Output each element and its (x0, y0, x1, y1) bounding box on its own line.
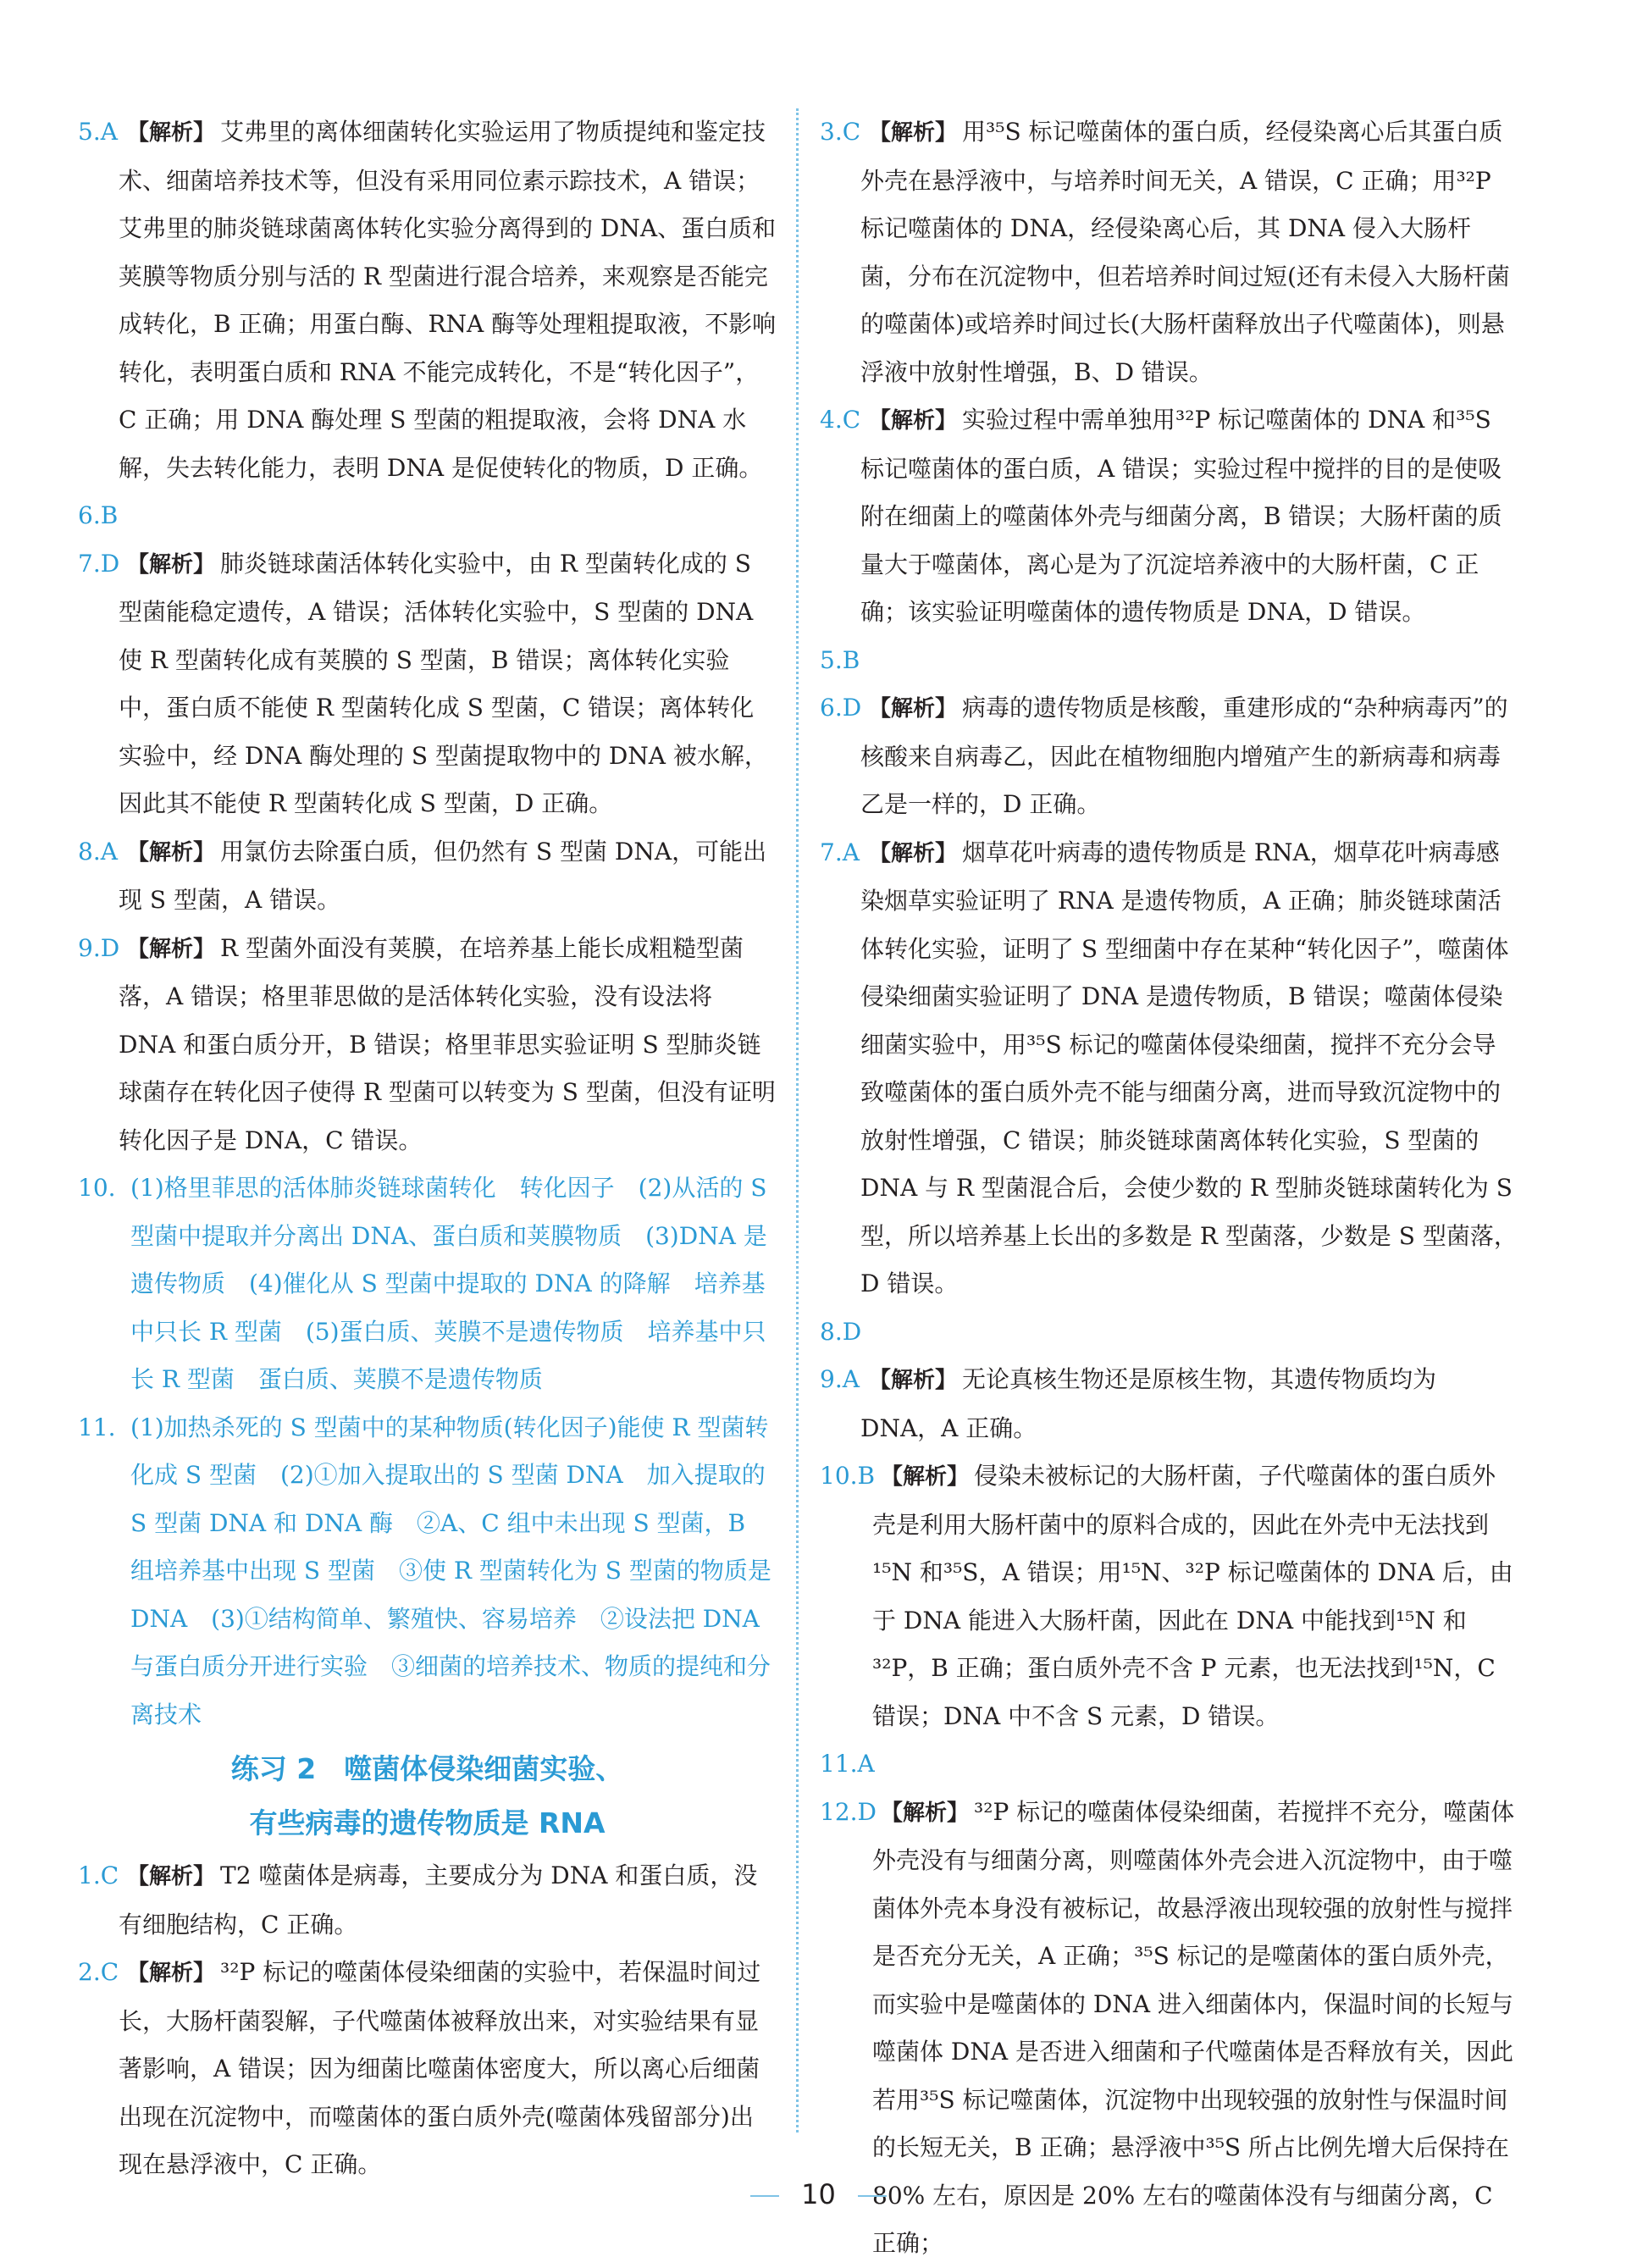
item-number: 5.A (78, 118, 118, 146)
answer-item (78, 492, 777, 540)
item-number: 7.D (78, 549, 120, 578)
item-text: 侵染未被标记的大肠杆菌，子代噬菌体的蛋白质外壳是利用大肠杆菌中的原料合成的，因此在外壳中无法找到¹⁵N 和³⁵S，A 错误；用¹⁵N、³²P 标记噬菌体的 DNA 后，由于 DNA 能进入大肠杆菌，因此在 DNA 中能找到¹⁵N 和³²P，B 正确；蛋白质外壳不含 P 元素，也无法找到¹⁵N，C 错误；DNA 中不含 S 元素，D 错误。 (872, 1462, 1513, 1730)
analysis-tag: 【解析】 (127, 551, 216, 578)
item-text: 病毒的遗传物质是核酸，重建形成的“杂种病毒丙”的核酸来自病毒乙，因此在植物细胞内增殖产生的新病毒和病毒乙是一样的，D 正确。 (860, 694, 1508, 818)
analysis-tag: 【解析】 (869, 840, 958, 866)
item-number: 2.C (78, 1958, 119, 1986)
answer-item (78, 108, 777, 492)
answer-item (820, 1308, 1518, 1357)
item-number: 1.C (78, 1861, 119, 1889)
answer-item (820, 684, 1518, 829)
item-number: 10. (78, 1174, 116, 1202)
item-text: 用³⁵S 标记噬菌体的蛋白质，经侵染离心后其蛋白质外壳在悬浮液中，与培养时间无关，A 错误，C 正确；用³²P 标记噬菌体的 DNA，经侵染离心后，其 DNA 侵入大肠杆菌，分布在沉淀物中，但若培养时间过短(还有未侵入大肠杆菌的噬菌体)或培养时间过长(大肠杆菌释放出子代噬菌体)，则悬浮液中放射性增强，B、D 错误。 (860, 118, 1510, 386)
item-text: 无论真核生物还是原核生物，其遗传物质均为 DNA，A 正确。 (860, 1365, 1437, 1442)
item-text: R 型菌外面没有荚膜，在培养基上能长成粗糙型菌落，A 错误；格里菲思做的是活体转化实验，没有设法将 DNA 和蛋白质分开，B 错误；格里菲思实验证明 S 型肺炎链球菌存在转化因子使得 R 型菌可以转变为 S 型菌，但没有证明转化因子是 DNA，C 错误。 (119, 933, 776, 1154)
item-number: 11. (78, 1413, 116, 1441)
item-text: ³²P 标记的噬菌体侵染细菌的实验中，若保温时间过长，大肠杆菌裂解，子代噬菌体被释放出来，对实验结果有显著影响，A 错误；因为细菌比噬菌体密度大，所以离心后细菌出现在沉淀物中，而噬菌体的蛋白质外壳(噬菌体残留部分)出现在悬浮液中，C 正确。 (119, 1958, 761, 2178)
page-number: 10 (0, 2178, 1637, 2210)
answer-item (78, 925, 777, 1165)
analysis-tag: 【解析】 (869, 696, 958, 722)
analysis-tag: 【解析】 (127, 1864, 216, 1889)
item-number: 10.B (820, 1462, 876, 1490)
item-number: 11.A (820, 1750, 875, 1778)
item-text: 实验过程中需单独用³²P 标记噬菌体的 DNA 和³⁵S 标记噬菌体的蛋白质，A 错误；实验过程中搅拌的目的是使吸附在细菌上的噬菌体外壳与细菌分离，B 错误；大肠杆菌的质量大于噬菌体，离心是为了沉淀培养液中的大肠杆菌，C 正确；该实验证明噬菌体的遗传物质是 DNA，D 错误。 (860, 406, 1502, 626)
answer-item (820, 396, 1518, 637)
analysis-tag: 【解析】 (127, 936, 216, 962)
item-text: 艾弗里的离体细菌转化实验运用了物质提纯和鉴定技术、细菌培养技术等，但没有采用同位素示踪技术，A 错误；艾弗里的肺炎链球菌离体转化实验分离得到的 DNA、蛋白质和荚膜等物质分别与活的 R 型菌进行混合培养，来观察是否能完成转化，B 正确；用蛋白酶、RNA 酶等处理粗提取液，不影响转化，表明蛋白质和 RNA 不能完成转化，不是“转化因子”，C 正确；用 DNA 酶处理 S 型菌的粗提取液，会将 DNA 水解，失去转化能力，表明 DNA 是促使转化的物质，D 正确。 (119, 118, 777, 482)
item-number: 9.A (820, 1365, 860, 1393)
item-number: 8.D (820, 1317, 862, 1346)
item-number: 8.A (78, 837, 118, 866)
analysis-tag: 【解析】 (127, 120, 216, 146)
answer-item (78, 828, 777, 925)
page-number-dash (750, 2195, 779, 2197)
item-text: (1)加热杀死的 S 型菌中的某种物质(转化因子)能使 R 型菌转化成 S 型菌 (2)①加入提取出的 S 型菌 DNA 加入提取的 S 型菌 DNA 和 DNA 酶 ②A、C 组中未出现 S 型菌，B 组培养基中出现 S 型菌 ③使 R 型菌转化为 S 型菌的物质是 DNA (3)①结构简单、繁殖快、容易培养 ②设法把 DNA 与蛋白质分开进行实验 ③细菌的培养技术、物质的提纯和分离技术 (130, 1413, 771, 1729)
analysis-tag: 【解析】 (869, 1368, 958, 1393)
section-title: 练习 2 噬菌体侵染细菌实验、 有些病毒的遗传物质是 RNA (230, 1752, 624, 1839)
analysis-tag: 【解析】 (881, 1464, 970, 1490)
item-number: 4.C (820, 406, 861, 434)
item-text: (1)格里菲思的活体肺炎链球菌转化 转化因子 (2)从活的 S 型菌中提取并分离出 DNA、蛋白质和荚膜物质 (3)DNA 是遗传物质 (4)催化从 S 型菌中提取的 DNA 的降解 培养基中只长 R 型菌 (5)蛋白质、荚膜不是遗传物质 培养基中只长 R 型菌 蛋白质、荚膜不是遗传物质 (130, 1174, 767, 1393)
answer-item-10 (78, 1164, 777, 1404)
answer-item (820, 637, 1518, 685)
analysis-tag: 【解析】 (127, 1961, 216, 1986)
answer-item (820, 108, 1518, 396)
left-column (78, 108, 777, 2189)
right-column (820, 108, 1518, 2268)
answer-item (78, 540, 777, 828)
item-number: 6.B (78, 501, 119, 529)
analysis-tag: 【解析】 (127, 839, 216, 866)
item-number: 7.A (820, 838, 860, 866)
analysis-tag: 【解析】 (869, 120, 958, 146)
page-number-dash (858, 2195, 887, 2197)
answer-item-11 (78, 1404, 777, 1740)
answer-item (820, 1452, 1518, 1740)
answer-item (820, 1356, 1518, 1452)
answer-item (78, 1949, 777, 2189)
analysis-tag: 【解析】 (869, 408, 958, 434)
item-number: 12.D (820, 1797, 877, 1826)
item-number: 3.C (820, 118, 861, 146)
answer-item (78, 1852, 777, 1949)
column-divider (796, 108, 799, 2132)
answer-item (820, 829, 1518, 1308)
item-number: 9.D (78, 933, 120, 962)
item-text: 烟草花叶病毒的遗传物质是 RNA，烟草花叶病毒感染烟草实验证明了 RNA 是遗传物质，A 正确；肺炎链球菌活体转化实验，证明了 S 型细菌中存在某种“转化因子”，噬菌体侵染细菌实验证明了 DNA 是遗传物质，B 错误；噬菌体侵染细菌实验中，用³⁵S 标记的噬菌体侵染细菌，搅拌不充分会导致噬菌体的蛋白质外壳不能与细菌分离，进而导致沉淀物中的放射性增强，C 错误；肺炎链球菌离体转化实验，S 型菌的 DNA 与 R 型菌混合后，会使少数的 R 型肺炎链球菌转化为 S 型，所以培养基上长出的多数是 R 型菌落，少数是 S 型菌落，D 错误。 (860, 838, 1518, 1297)
item-number: 6.D (820, 694, 862, 722)
item-text: 用氯仿去除蛋白质，但仍然有 S 型菌 DNA，可能出现 S 型菌，A 错误。 (119, 837, 767, 914)
answer-item (820, 1740, 1518, 1789)
analysis-tag: 【解析】 (881, 1800, 970, 1826)
item-text: T2 噬菌体是病毒，主要成分为 DNA 和蛋白质，没有细胞结构，C 正确。 (119, 1861, 758, 1939)
item-text: 肺炎链球菌活体转化实验中，由 R 型菌转化成的 S 型菌能稳定遗传，A 错误；活体转化实验中，S 型菌的 DNA 使 R 型菌转化成有荚膜的 S 型菌，B 错误；离体转化实验中，蛋白质不能使 R 型菌转化成 S 型菌，C 错误；离体转化实验中，经 DNA 酶处理的 S 型菌提取物中的 DNA 被水解，因此其不能使 R 型菌转化成 S 型菌，D 正确。 (119, 549, 768, 817)
item-number: 5.B (820, 645, 860, 674)
item-text: ³²P 标记的噬菌体侵染细菌，若搅拌不充分，噬菌体外壳没有与细菌分离，则噬菌体外壳会进入沉淀物中，由于噬菌体外壳本身没有被标记，故悬浮液出现较强的放射性与搅拌是否充分无关，A 正确；³⁵S 标记的是噬菌体的蛋白质外壳，而实验中是噬菌体的 DNA 进入细菌体内，保温时间的长短与噬菌体 DNA 是否进入细菌和子代噬菌体是否释放有关，因此若用³⁵S 标记噬菌体，沉淀物中出现较强的放射性与保温时间的长短无关，B 正确；悬浮液中³⁵S 所占比例先增大后保持在 80% 左右，原因是 20% 左右的噬菌体没有与细菌分离，C 正确； (872, 1797, 1515, 2257)
